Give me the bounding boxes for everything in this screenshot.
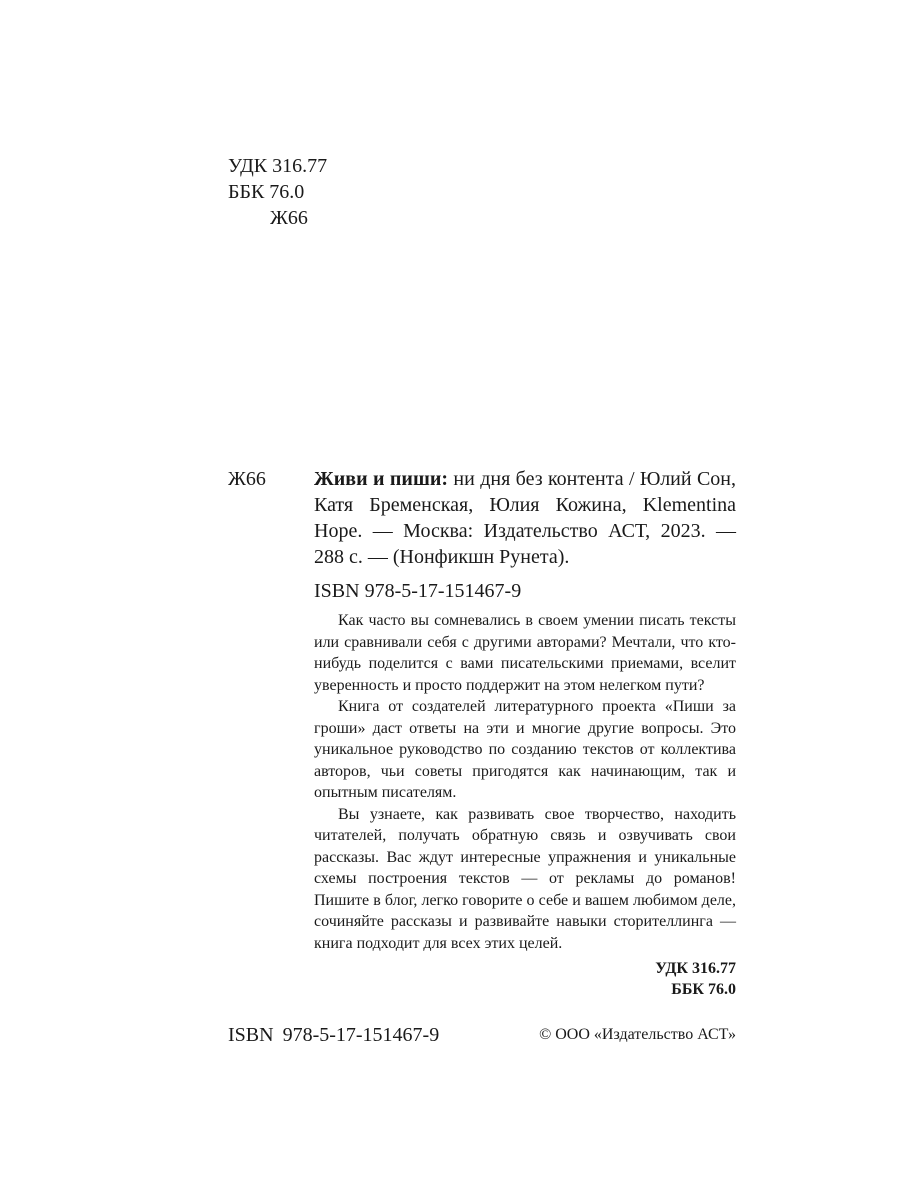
book-responsibility: / Юлий Сон, Катя Бременская, Юлия Кожина, Klementina Hope. — Москва: Издательство АСТ, 2023. — 288 с. — (Нонфикшн Рунета). <box>314 468 737 568</box>
entry-author-mark: Ж66 <box>228 468 266 490</box>
annotation-paragraph-1: Как часто вы сомневались в своем умении писать тексты или сравнивали себя с другими авторами? Мечтали, что кто-нибудь поделится с вами писательскими приемами, вселит уверенность и просто поддержит на этом нелегком пути? <box>314 612 736 694</box>
entry-classification <box>314 958 736 1000</box>
annotation-paragraph-2: Книга от создателей литературного проекта «Пиши за гроши» даст ответы на эти и многие другие вопросы. Это уникальное руководство по созданию текстов от коллектива авторов, чьи советы пригодятся как начинающим, так и опытным писателям. <box>314 698 736 801</box>
top-bbk-code: ББК 76.0 <box>228 181 305 203</box>
footer-copyright: © ООО «Издательство АСТ» <box>539 1026 736 1043</box>
bibliographic-description <box>314 466 736 570</box>
entry-bbk-code: ББК 76.0 <box>671 981 736 998</box>
book-subtitle: ни дня без контента <box>453 468 624 490</box>
top-author-mark: Ж66 <box>270 207 308 229</box>
book-title: Живи и пиши: <box>314 468 449 490</box>
top-udk-code: УДК 316.77 <box>228 155 328 177</box>
annotation-paragraph-3: Вы узнаете, как развивать свое творчество, находить читателей, получать обратную связь и озвучивать свои рассказы. Вас ждут интересные упражнения и уникальные схемы построения текстов — от рекламы до романов! Пишите в блог, легко говорите о себе и вашем любимом деле, сочиняйте рассказы и развивайте навыки сторителлинга — книга подходит для всех этих целей. <box>314 805 736 952</box>
entry-isbn: ISBN 978-5-17-151467-9 <box>314 580 522 602</box>
catalog-entry <box>228 466 736 1000</box>
top-classification-block <box>228 153 327 231</box>
entry-udk-code: УДК 316.77 <box>655 960 736 977</box>
entry-body <box>314 466 736 1000</box>
footer-isbn: ISBN 978-5-17-151467-9 <box>228 1024 440 1046</box>
